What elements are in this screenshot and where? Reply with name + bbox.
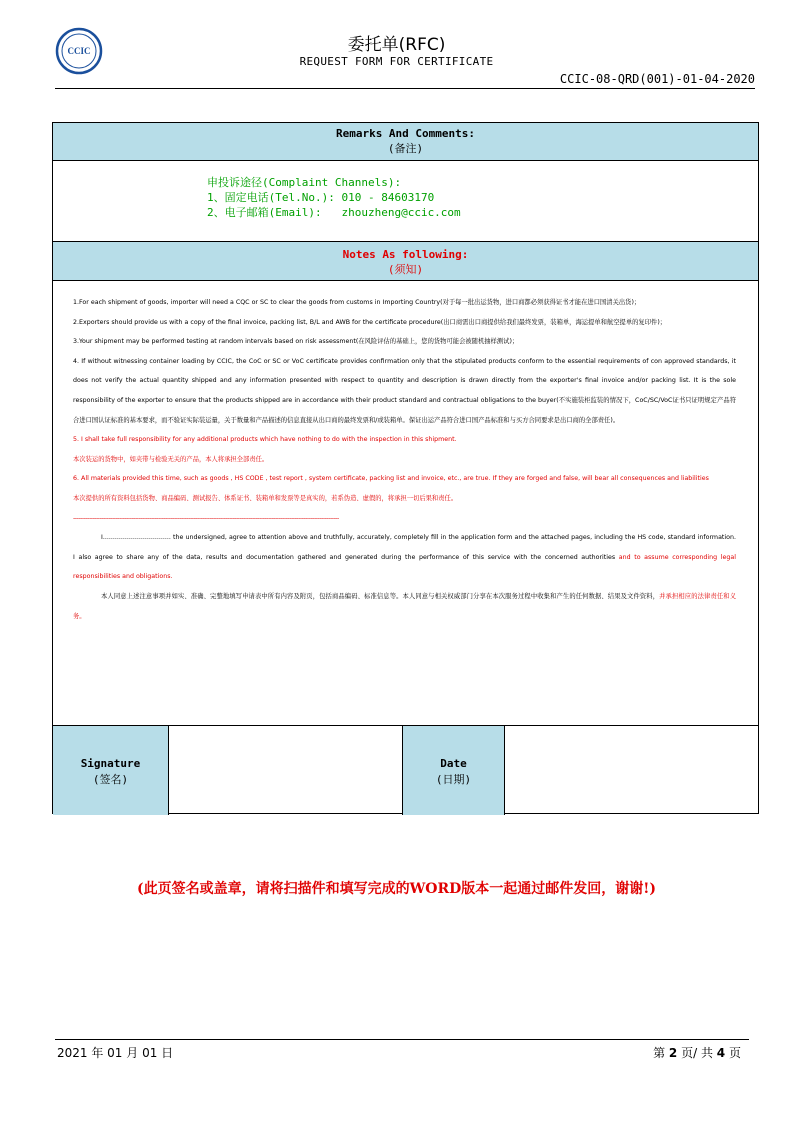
note-3: 3.Your shipment may be performed testing at random intervals based on risk assessment(在风险评估的基础上，您的货物可能会被随机抽样测试)； [73,338,519,346]
notes-body [73,293,736,626]
remarks-heading-chinese: (备注) [387,142,424,155]
date-label-english: Date [440,757,467,770]
page-mid: 页/ 共 [681,1046,713,1060]
signature-row [53,725,758,815]
note-2: 2.Exporters should provide us with a copy of the final invoice, packing list, B/L and AWB for the certificate procedure(出口商需出口商提供给我们最终发票，装箱单，海运提单和航空提单的复印件)； [73,318,667,326]
remarks-header [53,123,758,161]
page-suffix: 页 [728,1046,741,1060]
note-5-english: 5. I shall take full responsibility for any additional products which have nothing to do with the inspection in this shipment. [73,436,457,444]
remarks-heading-english: Remarks And Comments: [335,127,476,140]
header-divider [55,88,755,89]
declaration-name-blank[interactable]: .................................. [102,534,171,542]
date-field[interactable] [505,726,758,815]
logo-text: CCIC [67,46,91,56]
note-4: 4. If without witnessing container loading by CCIC, the CoC or SC or VoC certificate provides confirmation only that the stipulated products conform to the essential requirements of con approved standards, it does not verify the actual quantity shipped and any information presented with respect to quantity and description is drawn directly from the exporter's final invoice and/or packing list. It is the sole responsibility of the exporter to ensure that the products shipped are in accordance with their product standard and contractual obligations to the buyer(不实施装柜监装的情况下，CoC/SC/VoC证书只证明规定产品符合进口国认证标准的基本要求，而不验证实际装运量，关于数量和产品描述的信息直接从出口商的最终发票和/或装箱单。保证出运产品符合进口国产品标准和与买方合同要求是出口商的全部责任)。 [73,357,736,424]
complaint-phone: 1、固定电话(Tel.No.): 010 - 84603170 [207,191,435,204]
form-title-chinese: 委托单(RFC) [347,35,446,55]
date-label-cell [403,726,505,815]
footer-divider [55,1039,749,1040]
note-6-chinese: 本次提供的所有资料包括货物、商品编码、测试报告、体系证书、装箱单和发票等是真实的，若系伪造、虚假的，将承担一切后果和责任。 [73,494,458,502]
dashed-separator: ------------------------------------------------------------------------------------------------------------------------------------------------------ [73,514,339,522]
signature-label-chinese: (签名) [92,773,129,786]
signature-label-english: Signature [80,757,141,770]
complaint-channels-title: 申投诉途径(Complaint Channels): [207,176,402,189]
declaration-chinese-liability: 并承担相应的法律责任和义务。 [73,592,737,620]
declaration-english-text: the undersigned, agree to attention above and truthfully, accurately, completely fill in the application form and the attached pages, including the HS code, standard information. I also agree to share any of the data, results and documentation gathered and generated during the performance of this service with the concerned authorities [73,534,736,561]
footer-date: 2021 年 01 月 01 日 [57,1046,174,1060]
document-number: CCIC-08-QRD(001)-01-04-2020 [559,72,755,86]
request-form-table [52,122,759,814]
declaration-chinese-text: 本人同意上述注意事项并如实、准确、完整地填写申请表中所有内容及附页，包括商品编码、标准信息等。本人同意与相关权威部门分享在本次服务过程中收集和产生的任何数据、结果及文件资料， [101,592,660,600]
declaration-english-liability: and to assume corresponding legal responsibilities and obligations. [73,553,736,581]
note-1: 1.For each shipment of goods, importer will need a CQC or SC to clear the goods from customs in Importing Country(对于每一批出运货物，进口商都必须获得证书才能在进口国清关出货)； [73,299,641,306]
date-label-chinese: (日期) [435,773,472,786]
declaration-chinese [73,587,736,626]
page-total: 4 [716,1046,726,1060]
complaint-channels [207,175,461,220]
page-current: 2 [668,1046,678,1060]
declaration-english [73,528,736,587]
return-instructions: (此页签名或盖章，请将扫描件和填写完成的WORD版本一起通过邮件发回，谢谢!) [136,881,657,897]
note-6-english: 6. All materials provided this time, such as goods , HS CODE , test report , system certificate, packing list and invoice, etc., are true. If they are forged and false, will bear all consequences and liabilities [73,475,709,483]
signature-label-cell [53,726,169,815]
form-title-english: REQUEST FORM FOR CERTIFICATE [299,55,494,68]
page-prefix: 第 [653,1046,666,1060]
note-5-chinese: 本次装运的货物中，如夹带与检验无关的产品，本人将承担全部责任。 [73,455,269,463]
page-number [653,1044,741,1061]
notes-heading-english: Notes As following: [342,248,469,261]
notes-heading-chinese: (须知) [387,263,424,276]
signature-field[interactable] [169,726,403,815]
complaint-email[interactable]: 2、电子邮箱(Email): zhouzheng@ccic.com [207,206,461,219]
notes-header [53,241,758,281]
declaration-pronoun: I [101,534,103,542]
